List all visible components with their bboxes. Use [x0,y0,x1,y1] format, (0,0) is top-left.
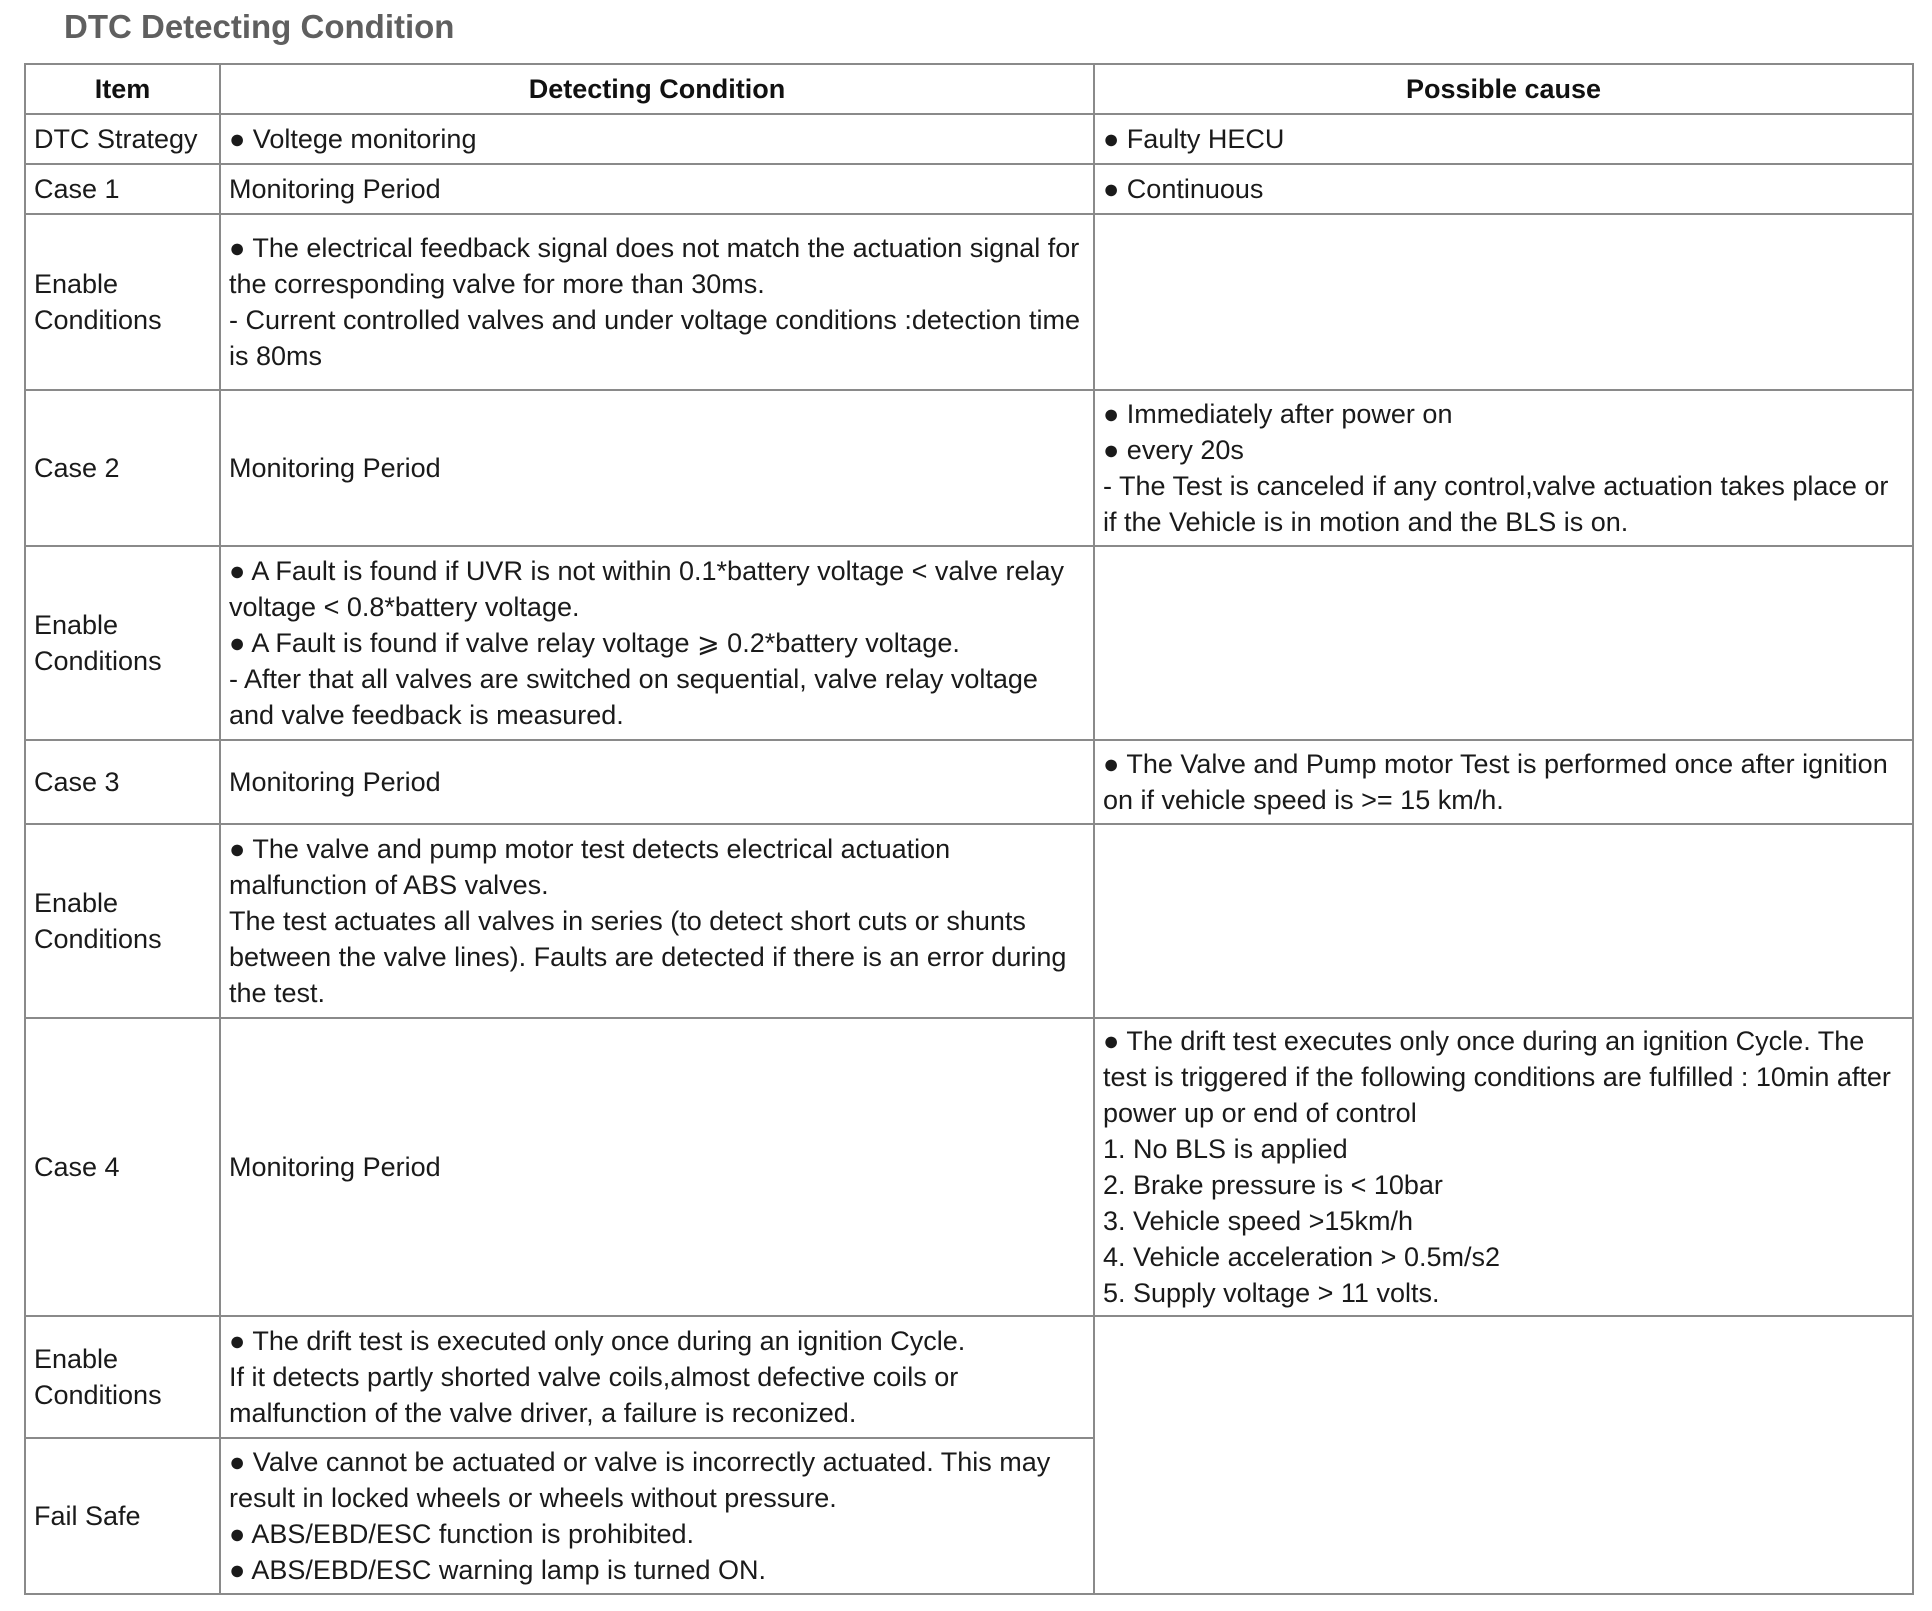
condition-line: ● The electrical feedback signal does not match the actuation signal for the corresponding valve for more than 30ms. [229,233,1087,299]
condition-line: ● The valve and pump motor test detects electrical actuation malfunction of ABS valves. [229,834,958,900]
cause-line: 3. Vehicle speed >15km/h [1103,1206,1413,1236]
row-possible-cause [1094,740,1913,824]
row-item [25,1438,220,1594]
row-detecting-condition [220,1018,1094,1316]
row-detecting-condition [220,164,1094,214]
item-label: Case 2 [34,453,120,483]
row-item [25,164,220,214]
row-detecting-condition [220,546,1094,740]
row-detecting-condition [220,390,1094,546]
row-possible-cause [1094,390,1913,546]
cause-line: ● Immediately after power on [1103,399,1453,429]
row-item [25,214,220,390]
item-label: Fail Safe [34,1501,141,1531]
cause-line: ● every 20s [1103,435,1244,465]
condition-line: Monitoring Period [229,1152,441,1182]
cause-line: ● The Valve and Pump motor Test is performed once after ignition on if vehicle speed is >= 15 km/h. [1103,749,1896,815]
header-item: Item [25,64,220,114]
header-possible-cause: Possible cause [1094,64,1913,114]
condition-line: Monitoring Period [229,174,441,204]
table-row [25,1018,1913,1316]
condition-line: ● A Fault is found if UVR is not within 0.1*battery voltage < valve relay voltage < 0.8*battery voltage. [229,556,1072,622]
item-label: DTC Strategy [34,124,198,154]
row-detecting-condition [220,1438,1094,1594]
row-possible-cause [1094,164,1913,214]
condition-line: ● Valve cannot be actuated or valve is incorrectly actuated. This may result in locked wheels or wheels without pressure. [229,1447,1058,1513]
table-row [25,740,1913,824]
row-item [25,1018,220,1316]
cause-line: ● The drift test executes only once during an ignition Cycle. The test is triggered if the following conditions are fulfilled : 10min after power up or end of control [1103,1026,1899,1128]
row-detecting-condition [220,1316,1094,1438]
table-row [25,114,1913,164]
row-item [25,824,220,1018]
row-detecting-condition [220,740,1094,824]
row-possible-cause [1094,114,1913,164]
condition-line: ● ABS/EBD/ESC warning lamp is turned ON. [229,1555,767,1585]
page-title: DTC Detecting Condition [64,8,455,45]
row-item [25,390,220,546]
condition-line: ● Voltege monitoring [229,124,477,154]
row-possible-cause [1094,546,1913,740]
cause-line: 4. Vehicle acceleration > 0.5m/s2 [1103,1242,1500,1272]
row-detecting-condition [220,114,1094,164]
item-label: Case 1 [34,174,120,204]
cause-line: ● Faulty HECU [1103,124,1285,154]
table-body [25,114,1913,1594]
condition-line: - After that all valves are switched on sequential, valve relay voltage and valve feedback is measured. [229,664,1046,730]
condition-line: ● A Fault is found if valve relay voltage ⩾ 0.2*battery voltage. [229,628,960,658]
table-row [25,390,1913,546]
row-possible-cause [1094,824,1913,1018]
table-row [25,824,1913,1018]
table-row [25,546,1913,740]
condition-line: ● The drift test is executed only once during an ignition Cycle. [229,1326,966,1356]
item-label: Enable Conditions [34,1344,162,1410]
cause-line: - The Test is canceled if any control,valve actuation takes place or if the Vehicle is in motion and the BLS is on. [1103,471,1896,537]
condition-line: Monitoring Period [229,453,441,483]
row-possible-cause [1094,214,1913,390]
item-label: Enable Conditions [34,610,162,676]
item-label: Enable Conditions [34,269,162,335]
table-row [25,1316,1913,1438]
condition-line: Monitoring Period [229,767,441,797]
row-detecting-condition [220,824,1094,1018]
condition-line: If it detects partly shorted valve coils,almost defective coils or malfunction of the valve driver, a failure is reconized. [229,1362,966,1428]
row-item [25,1316,220,1438]
table-header-row [25,64,1913,114]
dtc-condition-table [24,63,1914,1595]
row-item [25,114,220,164]
cause-line: 1. No BLS is applied [1103,1134,1348,1164]
cause-line: 2. Brake pressure is < 10bar [1103,1170,1443,1200]
cause-line: 5. Supply voltage > 11 volts. [1103,1278,1440,1308]
cause-line: ● Continuous [1103,174,1264,204]
condition-line: ● ABS/EBD/ESC function is prohibited. [229,1519,695,1549]
table-row [25,214,1913,390]
row-item [25,546,220,740]
row-possible-cause [1094,1316,1913,1594]
row-item [25,740,220,824]
condition-line: The test actuates all valves in series (to detect short cuts or shunts between the valve lines). Faults are detected if there is an error during the test. [229,906,1074,1008]
row-detecting-condition [220,214,1094,390]
header-detecting-condition: Detecting Condition [220,64,1094,114]
table-row [25,164,1913,214]
item-label: Case 4 [34,1152,120,1182]
row-possible-cause [1094,1018,1913,1316]
item-label: Case 3 [34,767,120,797]
condition-line: - Current controlled valves and under voltage conditions :detection time is 80ms [229,305,1088,371]
item-label: Enable Conditions [34,888,162,954]
